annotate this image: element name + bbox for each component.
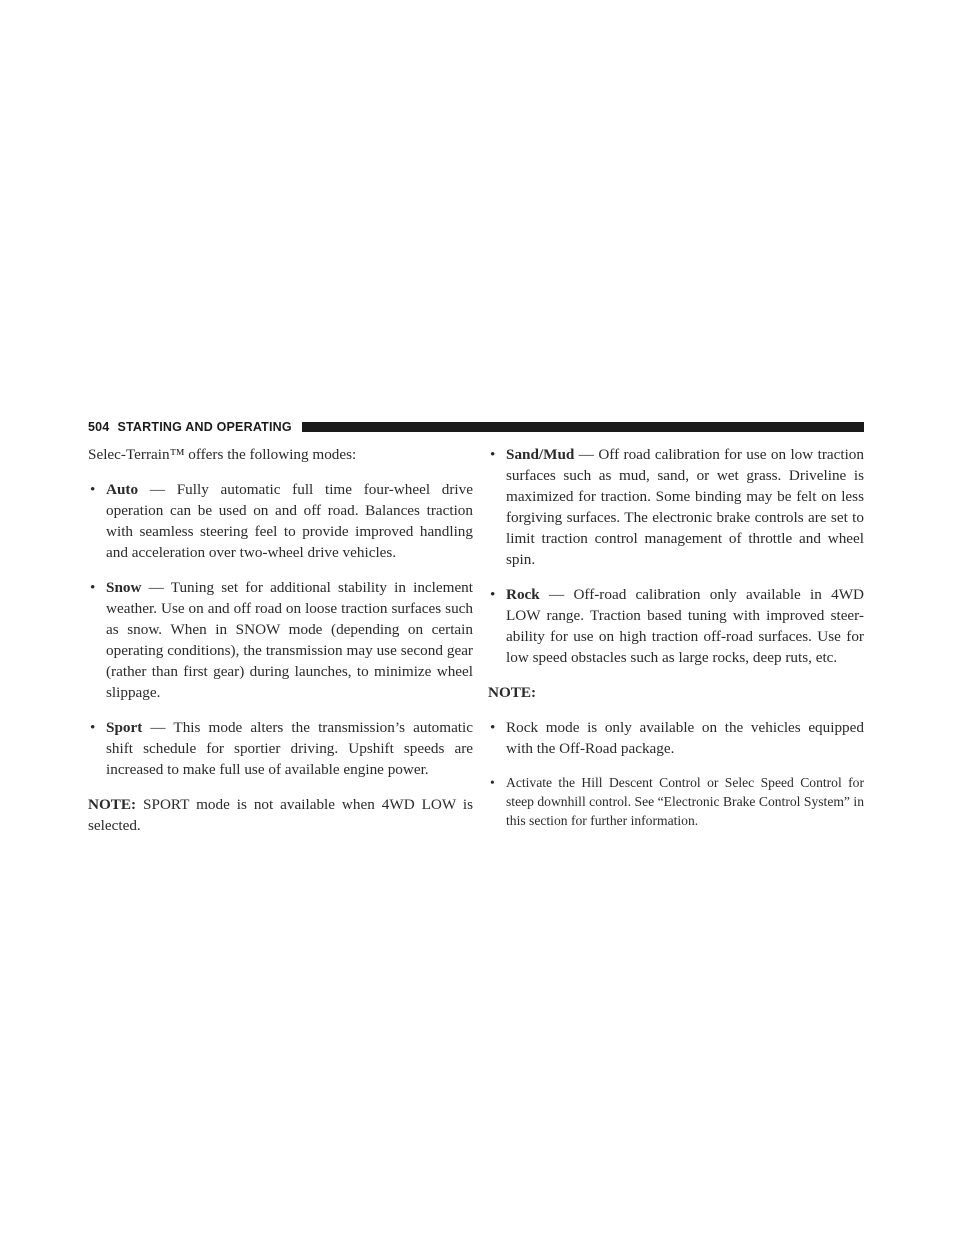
page-number: 504 — [88, 420, 110, 434]
note-item: • Activate the Hill Descent Control or Selec Speed Control for steep downhill control. See “Electronic Brake Control System” in this section for further information. — [488, 773, 864, 830]
mode-term: Snow — [106, 579, 142, 596]
mode-auto — [88, 479, 473, 563]
sport-note — [88, 794, 473, 836]
mode-description: — Fully automatic full time four-wheel drive operation can be used on and off road. Balances traction with seamless steering feel to provide improved handling and acceleration over two-wheel drive vehicles. — [106, 481, 473, 561]
mode-sport — [88, 717, 473, 780]
mode-description: — Off-road calibration only available in 4WD LOW range. Traction based tuning with improved steer-ability for use on high traction off-road surfaces. Use for low speed obstacles such as large rocks, deep ruts, etc. — [506, 586, 864, 666]
mode-description: — Tuning set for additional stability in inclement weather. Use on and off road on loose traction surfaces such as snow. When in SNOW mode (depending on certain operating conditions), the transmission may use second gear (rather than first gear) during launches, to minimize wheel slippage. — [106, 579, 473, 701]
section-title: STARTING AND OPERATING — [117, 420, 292, 434]
left-column — [88, 444, 473, 850]
mode-term: Sand/Mud — [506, 446, 575, 463]
header-rule — [302, 422, 864, 432]
mode-description: — Off road calibration for use on low traction surfaces such as mud, sand, or wet grass. Driveline is maximized for traction. Some binding may be felt on less forgiving surfaces. The electronic brake controls are set to limit traction control management of throttle and wheel spin. — [506, 446, 864, 568]
mode-term: Sport — [106, 719, 143, 736]
intro-paragraph: Selec-Terrain™ offers the following modes: — [88, 446, 357, 463]
note-heading: NOTE: — [488, 684, 537, 701]
mode-term: Auto — [106, 481, 139, 498]
page-header — [88, 418, 864, 436]
mode-snow — [88, 577, 473, 703]
note-text: SPORT mode is not available when 4WD LOW is selected. — [88, 796, 473, 834]
right-column — [488, 444, 864, 844]
mode-rock — [488, 584, 864, 668]
note-item: • Rock mode is only available on the vehicles equipped with the Off-Road package. — [488, 717, 864, 759]
mode-term: Rock — [506, 586, 540, 603]
mode-description: — This mode alters the transmission’s automatic shift schedule for sportier driving. Upshift speeds are increased to make full use of available engine power. — [106, 719, 473, 778]
mode-sand-mud — [488, 444, 864, 570]
note-label: NOTE: — [88, 796, 137, 813]
